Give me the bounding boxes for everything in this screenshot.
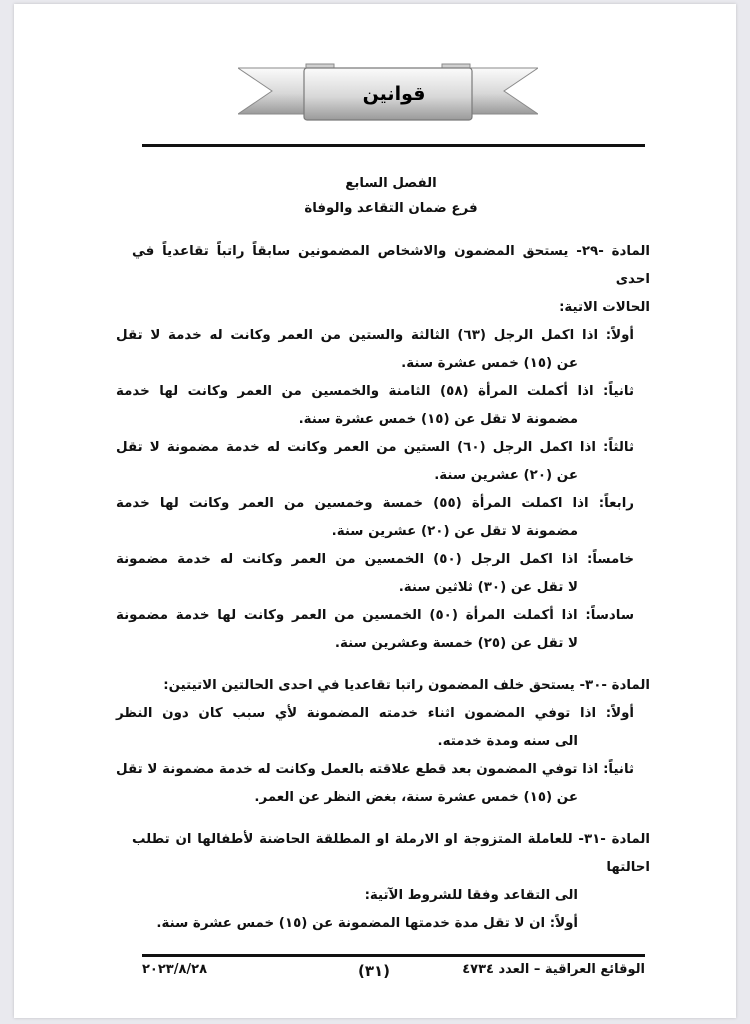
list-item: ثانياً: اذا أكملت المرأة (٥٨) الثامنة والخمسين من العمر وكانت لها خدمة مضمونة لا تقل عن (١٥) خمس عشرة سنة. bbox=[116, 384, 634, 427]
article-heading-line: المادة -٣٠- يستحق خلف المضمون راتبا تقاعديا في احدى الحالتين الاتيتين: bbox=[163, 678, 650, 693]
article-heading-line: الحالات الاتية: bbox=[559, 300, 650, 315]
article-heading-line: المادة -٣١- للعاملة المتزوجة او الارملة او المطلقة الحاضنة لأطفالها ان تطلب احالتها bbox=[132, 832, 650, 875]
list-item: رابعاً: اذا اكملت المرأة (٥٥) خمسة وخمسين من العمر وكانت لها خدمة مضمونة لا تقل عن (٢٠) عشرين سنة. bbox=[116, 496, 634, 539]
document-body bbox=[116, 176, 650, 938]
page-footer bbox=[142, 962, 645, 986]
article-31 bbox=[132, 826, 650, 938]
gazette-issue: الوقائع العراقية – العدد ٤٧٣٤ bbox=[462, 962, 645, 977]
list-item: أولاً: اذا اكمل الرجل (٦٣) الثالثة والستين من العمر وكانت له خدمة لا تقل عن (١٥) خمس عشرة سنة. bbox=[116, 328, 634, 371]
publication-date: ٢٠٢٣/٨/٢٨ bbox=[142, 962, 208, 977]
header-rule bbox=[142, 144, 645, 147]
article-29 bbox=[116, 238, 650, 658]
section-title: قوانين bbox=[362, 83, 426, 105]
list-item: ثانياً: اذا توفي المضمون بعد قطع علاقته بالعمل وكانت له خدمة مضمونة لا تقل عن (١٥) خمس عشرة سنة، بغض النظر عن العمر. bbox=[116, 762, 634, 805]
chapter-subtitle: فرع ضمان التقاعد والوفاة bbox=[304, 201, 478, 216]
article-heading-line: المادة -٢٩- يستحق المضمون والاشخاص المضمونين سابقاً راتباً تقاعدياً في احدى bbox=[132, 244, 650, 287]
list-item: ثالثاً: اذا اكمل الرجل (٦٠) الستين من العمر وكانت له خدمة مضمونة لا تقل عن (٢٠) عشرين سنة. bbox=[116, 440, 634, 483]
list-item: سادساً: اذا أكملت المرأة (٥٠) الخمسين من العمر وكانت لها خدمة مضمونة لا تقل عن (٢٥) خمسة وعشرين سنة. bbox=[116, 608, 634, 651]
page-number: (٣١) bbox=[358, 962, 391, 980]
section-ribbon bbox=[238, 62, 538, 126]
footer-rule bbox=[142, 954, 645, 957]
list-item: أولاً: ان لا تقل مدة خدمتها المضمونة عن (١٥) خمس عشرة سنة. bbox=[156, 916, 578, 931]
list-item: أولاً: اذا توفي المضمون اثناء خدمته المضمونة لأي سبب كان دون النظر الى سنه ومدة خدمته. bbox=[116, 706, 634, 749]
article-heading-line: الى التقاعد وفقا للشروط الآتية: bbox=[364, 888, 578, 903]
document-page bbox=[14, 4, 736, 1018]
list-item: خامساً: اذا اكمل الرجل (٥٠) الخمسين من العمر وكانت له خدمة مضمونة لا تقل عن (٣٠) ثلاثين سنة. bbox=[116, 552, 634, 595]
chapter-title: الفصل السابع bbox=[345, 176, 437, 191]
article-30 bbox=[116, 672, 650, 812]
